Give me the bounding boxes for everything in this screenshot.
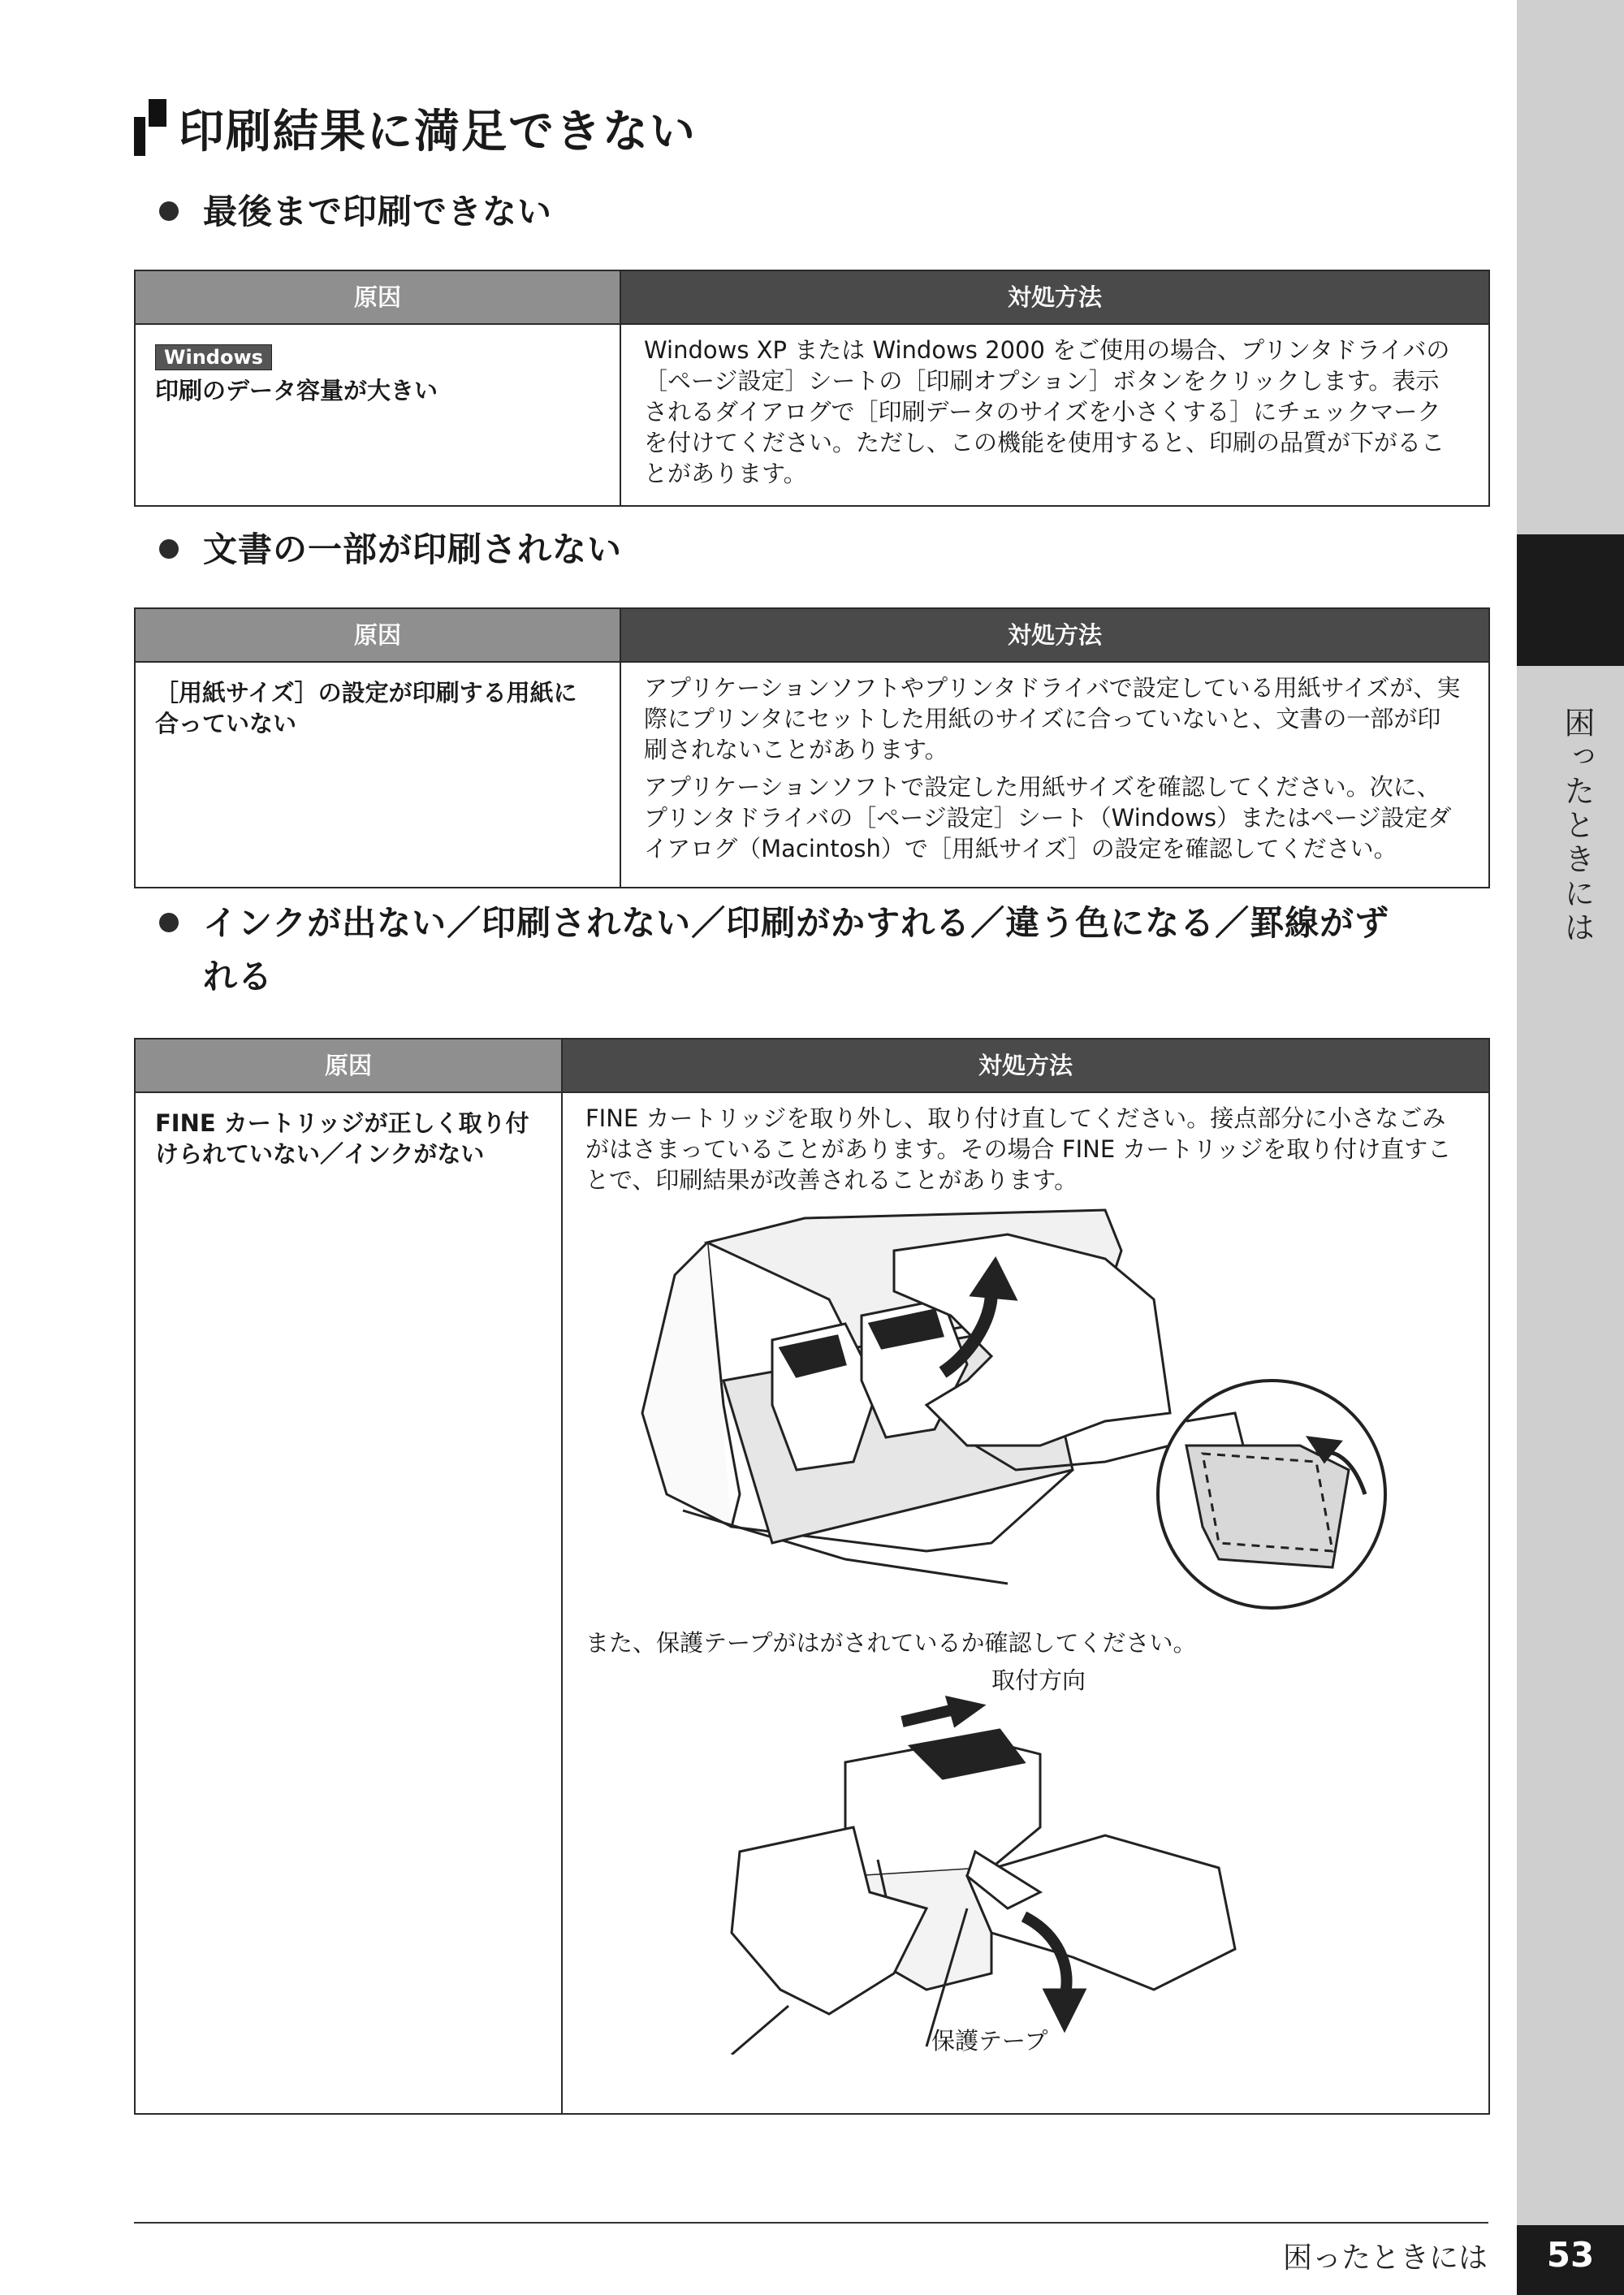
fix-cell <box>620 662 1489 888</box>
footer-rule <box>134 2222 1488 2224</box>
windows-badge: Windows <box>155 344 272 370</box>
side-tab-marker <box>1517 534 1624 666</box>
table-section-3 <box>134 1038 1490 2115</box>
page-number: 53 <box>1546 2235 1595 2275</box>
cause-text: ［用紙サイズ］の設定が印刷する用紙に合っていない <box>155 679 577 737</box>
fix-text: アプリケーションソフトやプリンタドライバで設定している用紙サイズが、実際にプリンタにセットした用紙のサイズに合っていないと、文書の一部が印刷されないことがあります。 <box>644 674 1461 763</box>
section-heading-2: 文書の一部が印刷されない <box>159 523 622 577</box>
printer-cartridge-illustration <box>585 1202 1462 1616</box>
cause-text: 印刷のデータ容量が大きい <box>155 377 438 404</box>
fix-text: また、保護テープがはがされているか確認してください。 <box>585 1629 1197 1657</box>
section-heading-1: 最後まで印刷できない <box>159 185 552 239</box>
cause-cell <box>135 662 620 888</box>
fix-cell <box>562 1092 1489 2114</box>
side-chapter-label: 困ったときには <box>1559 707 1595 945</box>
table-section-1 <box>134 270 1490 507</box>
fix-text: アプリケーションソフトで設定した用紙サイズを確認してください。次に、プリンタドライバの［ページ設定］シート（Windows）またはページ設定ダイアログ（Macintosh）で［用紙サイズ］の設定を確認してください。 <box>644 773 1452 862</box>
header-cause: 原因 <box>135 608 620 662</box>
bullet-icon <box>159 201 179 221</box>
protective-tape-illustration <box>585 1665 1462 2055</box>
header-fix: 対処方法 <box>620 270 1489 324</box>
label-protective-tape: 保護テープ <box>931 2027 1048 2055</box>
cause-cell <box>135 1092 562 2114</box>
cause-text: FINE カートリッジが正しく取り付けられていない／インクがない <box>155 1109 529 1168</box>
table-row <box>135 324 1489 506</box>
section-heading-3: インクが出ない／印刷されない／印刷がかすれる／違う色になる／罫線がず れる <box>159 897 1491 1004</box>
table-section-2 <box>134 607 1490 888</box>
bullet-icon <box>159 913 179 932</box>
table-row <box>135 1092 1489 2114</box>
bullet-icon <box>159 539 179 559</box>
fix-cell <box>620 324 1489 506</box>
table-row <box>135 662 1489 888</box>
title-marker-icon <box>134 99 165 156</box>
header-cause: 原因 <box>135 1039 562 1092</box>
side-tab-strip <box>1517 0 1624 2295</box>
cause-cell <box>135 324 620 506</box>
header-fix: 対処方法 <box>562 1039 1489 1092</box>
page-title: 印刷結果に満足できない <box>179 106 697 158</box>
label-mounting-direction: 取付方向 <box>991 1666 1086 1694</box>
fix-text: Windows XP または Windows 2000 をご使用の場合、プリンタドライバの［ページ設定］シートの［印刷オプション］ボタンをクリックします。表示されるダイアログで［印刷データのサイズを小さくする］にチェックマークを付けてください。ただし、この機能を使用すると、印刷の品質が下がることがあります。 <box>644 336 1450 487</box>
footer-chapter-label: 困ったときには <box>1282 2241 1488 2275</box>
header-fix: 対処方法 <box>620 608 1489 662</box>
header-cause: 原因 <box>135 270 620 324</box>
fix-text: FINE カートリッジを取り外し、取り付け直してください。接点部分に小さなごみがはさまっていることがあります。その場合 FINE カートリッジを取り付け直すことで、印刷結果が改善されることがあります。 <box>585 1104 1452 1194</box>
